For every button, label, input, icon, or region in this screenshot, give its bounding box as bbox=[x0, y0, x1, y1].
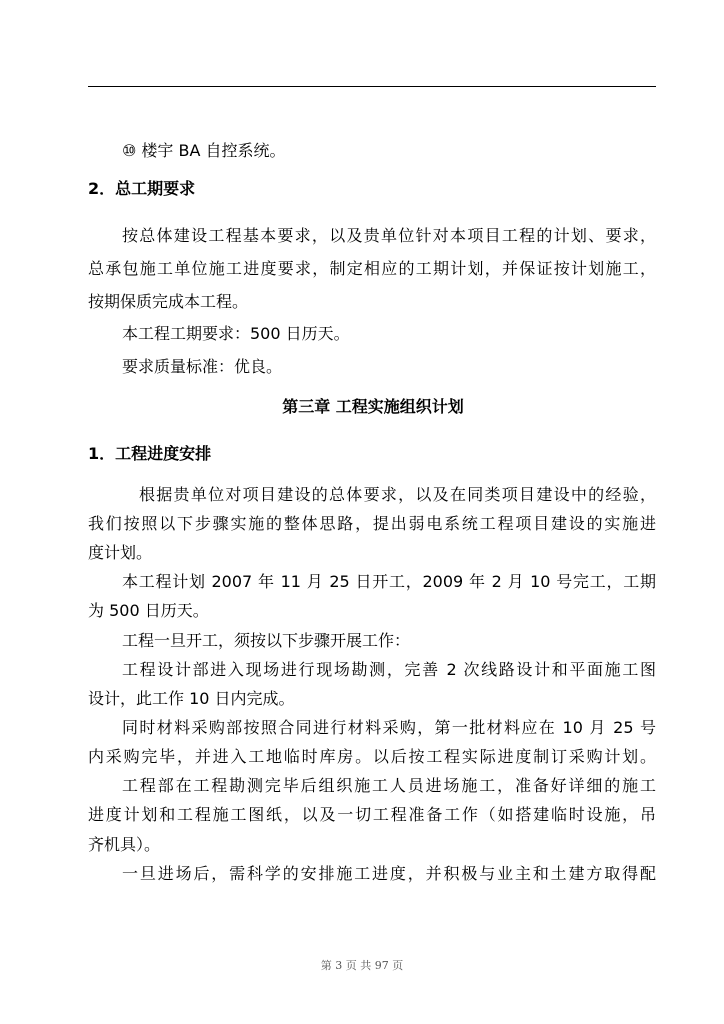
paragraph-line: 按期保质完成本工程。 bbox=[88, 292, 249, 311]
paragraph-line: 工程一旦开工，须按以下步骤开展工作： bbox=[122, 631, 411, 650]
paragraph-line: 一旦进场后，需科学的安排施工进度，并积极与业主和土建方取得配 bbox=[122, 864, 656, 883]
paragraph-line: 内采购完毕，并进入工地临时库房。以后按工程实际进度制订采购计划。 bbox=[88, 747, 656, 766]
paragraph-line: 同时材料采购部按照合同进行材料采购，第一批材料应在 10 月 25 号 bbox=[122, 718, 656, 737]
paragraph-line: 本工程工期要求：500 日历天。 bbox=[122, 324, 350, 343]
section-heading-progress: 1．工程进度安排 bbox=[88, 444, 212, 463]
paragraph-line: 度计划。 bbox=[88, 543, 153, 562]
paragraph-line: 工程设计部进入现场进行现场勘测，完善 2 次线路设计和平面施工图 bbox=[122, 660, 656, 679]
paragraph-line: 总承包施工单位施工进度要求，制定相应的工期计划，并保证按计划施工， bbox=[88, 259, 656, 278]
list-item-bas: ⑩ 楼宇 BA 自控系统。 bbox=[122, 141, 286, 160]
paragraph-line: 本工程计划 2007 年 11 月 25 日开工，2009 年 2 月 10 号完工，工期 bbox=[122, 572, 656, 591]
header-rule bbox=[88, 86, 656, 87]
paragraph-line: 齐机具）。 bbox=[88, 835, 161, 854]
paragraph-line: 按总体建设工程基本要求，以及贵单位针对本项目工程的计划、要求， bbox=[122, 226, 656, 245]
paragraph-line: 工程部在工程勘测完毕后组织施工人员进场施工，准备好详细的施工 bbox=[122, 776, 656, 795]
paragraph-line: 设计，此工作 10 日内完成。 bbox=[88, 689, 295, 708]
paragraph-line: 要求质量标准：优良。 bbox=[122, 357, 283, 376]
paragraph-line: 进度计划和工程施工图纸，以及一切工程准备工作（如搭建临时设施，吊 bbox=[88, 805, 656, 824]
page-number: 第 3 页 共 97 页 bbox=[320, 959, 404, 972]
paragraph-line: 为 500 日历天。 bbox=[88, 601, 209, 620]
chapter-title: 第三章 工程实施组织计划 bbox=[282, 397, 464, 416]
section-heading-schedule: 2．总工期要求 bbox=[88, 179, 196, 198]
paragraph-line: 根据贵单位对项目建设的总体要求，以及在同类项目建设中的经验， bbox=[139, 485, 656, 504]
paragraph-line: 我们按照以下步骤实施的整体思路，提出弱电系统工程项目建设的实施进 bbox=[88, 514, 656, 533]
